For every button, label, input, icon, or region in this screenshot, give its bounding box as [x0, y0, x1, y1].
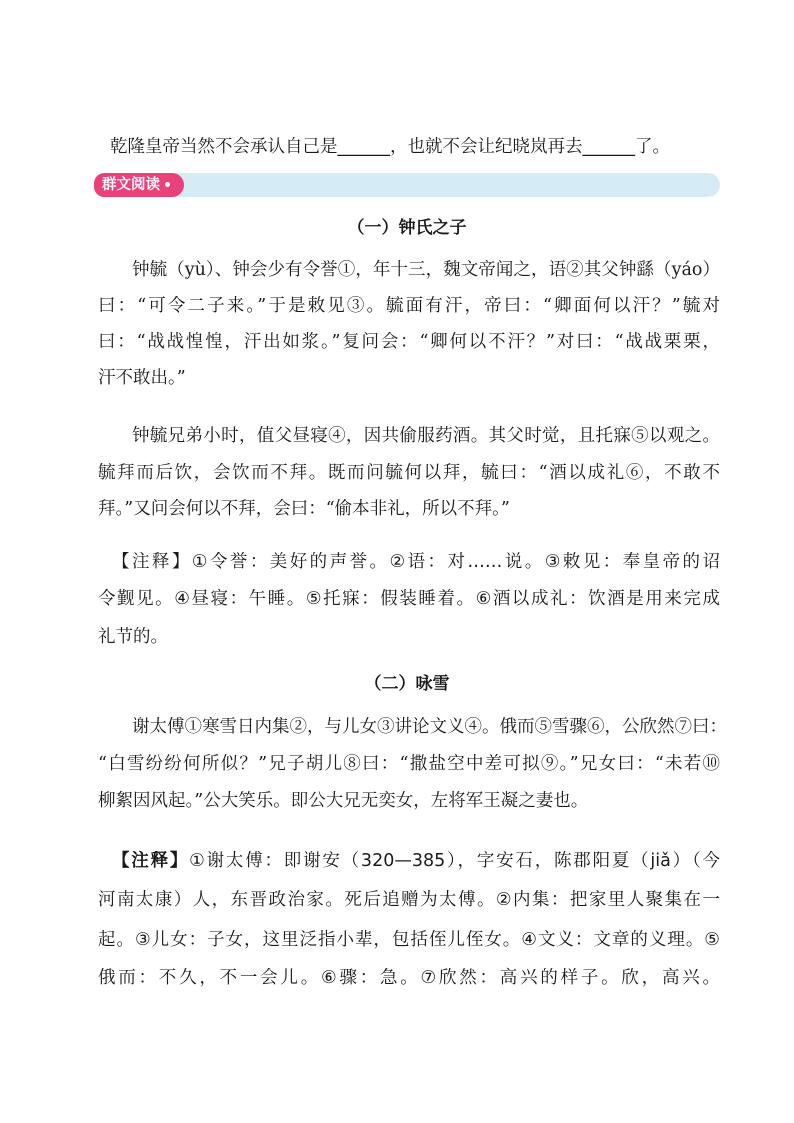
badge-dot-icon [165, 182, 170, 187]
section2-line-3: 柳絮因风起。”公大笑乐。即公大兄无奕女，左将军王凝之妻也。 [98, 791, 589, 811]
section1-line-1: 钟毓（yù）、钟会少有令誉①，年十三，魏文帝闻之，语②其父钟繇（yáo） [132, 260, 720, 280]
section1-notes-label: 【注释】 [112, 552, 192, 572]
section1-line-4: 汗不敢出。” [98, 368, 186, 388]
section1-notes-line-1 [112, 550, 720, 574]
section2-line-1: 谢太傅①寒雪日内集②，与儿女③讲论文义④。俄而⑤雪骤⑥，公欣然⑦曰： [132, 717, 727, 737]
section2-notes-line-1 [112, 849, 720, 873]
section2-line-2: “白雪纷纷何所似？”兄子胡儿⑧曰：“撒盐空中差可拟⑨。”兄女曰：“未若⑩ [98, 754, 720, 774]
section2-title: （二）咏雪 [364, 674, 450, 694]
section2-notes-line-3: 起。③儿女：子女，这里泛指小辈，包括侄儿侄女。④文义：文章的义理。⑤ [98, 930, 720, 950]
section1-line-5: 钟毓兄弟小时，值父昼寝④，因共偷服药酒。其父时觉，且托寐⑤以观之。 [132, 426, 720, 446]
section1-notes-line-3: 礼节的。 [98, 627, 168, 647]
section1-line-2: 曰：“可令二子来。”于是敕见③。毓面有汗，帝曰：“卿面何以汗？”毓对 [98, 296, 720, 316]
intro-line: 乾隆皇帝当然不会承认自己是______，也就不会让纪晓岚再去______了。 [110, 137, 670, 157]
section1-notes-text-1: ①令誉：美好的声誉。②语：对……说。③敕见：奉皇帝的诏 [191, 552, 721, 572]
section-banner [94, 173, 720, 197]
section-badge-label: 群文阅读 [102, 177, 160, 193]
section1-line-6: 毓拜而后饮，会饮而不拜。既而问毓何以拜，毓曰：“酒以成礼⑥，不敢不 [98, 463, 720, 483]
section2-notes-line-4: 俄而：不久，不一会儿。⑥骤：急。⑦欣然：高兴的样子。欣，高兴。 [98, 968, 720, 988]
section1-title: （一）钟氏之子 [347, 218, 467, 238]
section-badge [94, 173, 184, 197]
section2-notes-line-2: 河南太康）人，东晋政治家。死后追赠为太傅。②内集：把家里人聚集在一 [98, 890, 720, 910]
section2-notes-text-1: ①谢太傅：即谢安（320—385），字安石，陈郡阳夏（jiǎ）（今 [189, 851, 720, 871]
section1-notes-line-2: 令觐见。④昼寝：午睡。⑤托寐：假装睡着。⑥酒以成礼：饮酒是用来完成 [98, 589, 720, 609]
section1-line-7: 拜。”又问会何以不拜，会曰：“偷本非礼，所以不拜。” [98, 499, 510, 519]
section2-notes-label: 【注释】 [112, 851, 190, 871]
section1-line-3: 曰：“战战惶惶，汗出如浆。”复问会：“卿何以不汗？”对曰：“战战栗栗， [98, 332, 720, 352]
